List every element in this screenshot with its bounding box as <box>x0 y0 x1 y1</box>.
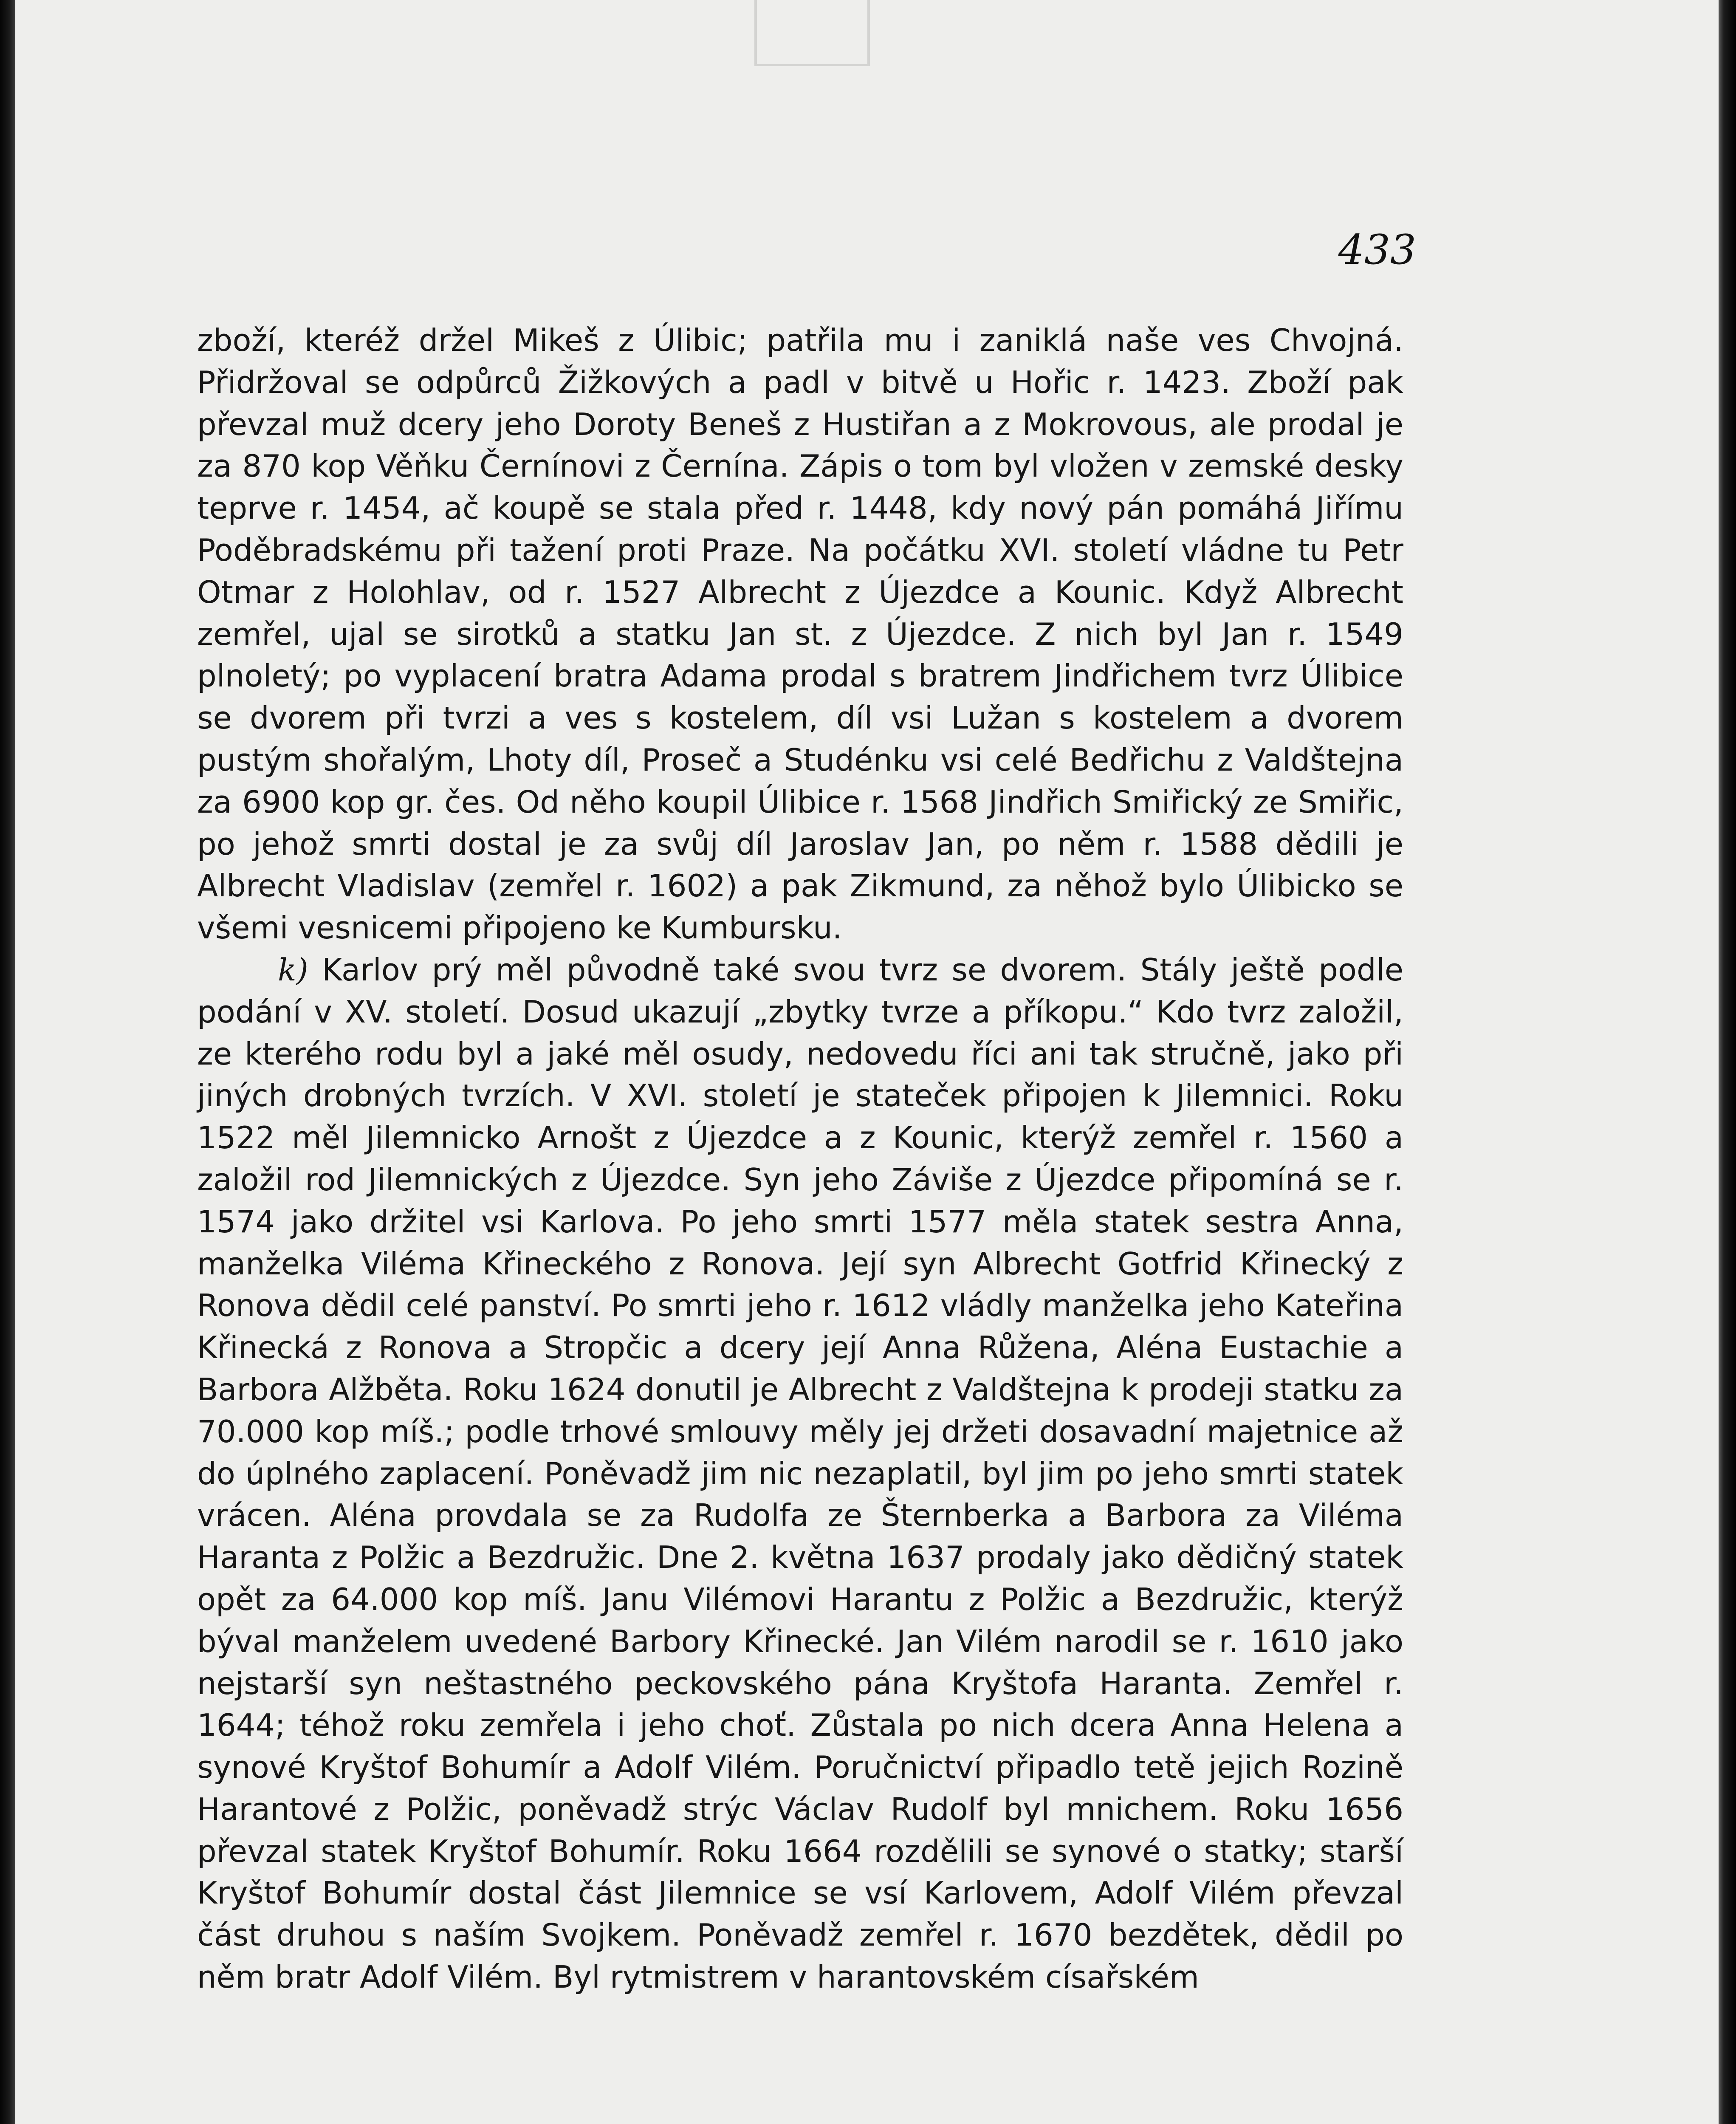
book-page <box>15 0 1719 2124</box>
scan-edge-right <box>1719 0 1736 2124</box>
paragraph-2-text: Karlov prý měl původně také svou tvrz se dvorem. Stály ještě podle podání v XV. století. Dosud ukazují „zbytky tvrze a příkopu.“ Kdo tvrz založil, ze kterého rodu byl a jaké měl osudy, nedovedu říci ani tak stručně, jako při jiných drobných tvrzích. V XVI. století je stateček připojen k Jilemnici. Roku 1522 měl Jilemnicko Arnošt z Újezdce a z Kounic, kterýž zemřel r. 1560 a založil rod Jilemnických z Újezdce. Syn jeho Záviše z Újezdce připomíná se r. 1574 jako držitel vsi Karlova. Po jeho smrti 1577 měla statek sestra Anna, manželka Viléma Křineckého z Ronova. Její syn Albrecht Gotfrid Křinecký z Ronova dědil celé panství. Po smrti jeho r. 1612 vládly manželka jeho Kateřina Křinecká z Ronova a Stropčic a dcery její Anna Růžena, Aléna Eustachie a Barbora Alžběta. Roku 1624 donutil je Albrecht z Valdštejna k prodeji statku za 70.000 kop míš.; podle trhové smlouvy měly jej držeti dosavadní majetnice až do úplného zaplacení. Poněvadž jim nic nezaplatil, byl jim po jeho smrti statek vrácen. Aléna provdala se za Rudolfa ze Šternberka a Barbora za Viléma Haranta z Polžic a Bezdružic. Dne 2. května 1637 prodaly jako dědičný statek opět za 64.000 kop míš. Janu Vilémovi Harantu z Polžic a Bezdružic, kterýž býval manželem uvedené Barbory Křinecké. Jan Vilém narodil se r. 1610 jako nejstarší syn neštastného peckovského pána Kryštofa Haranta. Zemřel r. 1644; téhož roku zemřela i jeho choť. Zůstala po nich dcera Anna Helena a synové Kryštof Bohumír a Adolf Vilém. Poručnictví připadlo tetě jejich Rozině Harantové z Polžic, poněvadž strýc Václav Rudolf byl mnichem. Roku 1656 převzal statek Kryštof Bohumír. Roku 1664 rozdělili se synové o statky; starší Kryštof Bohumír dostal část Jilemnice se vsí Karlovem, Adolf Vilém převzal část druhou s naším Svojkem. Poněvadž zemřel r. 1670 bezdětek, dědil po něm bratr Adolf Vilém. Byl rytmistrem v harantovském císařském <box>197 952 1403 1995</box>
body-text <box>197 319 1403 1998</box>
binding-mark <box>754 0 870 66</box>
scan-edge-left <box>0 0 15 2124</box>
paragraph-2 <box>197 949 1403 1998</box>
paragraph-1 <box>197 319 1403 949</box>
section-label-k: k) <box>278 952 308 988</box>
page-number: 433 <box>1338 226 1416 274</box>
paragraph-1-text: zboží, kteréž držel Mikeš z Úlibic; patřila mu i zaniklá naše ves Chvojná. Přidržoval se odpůrců Žižkových a padl v bitvě u Hořic r. 1423. Zboží pak převzal muž dcery jeho Doroty Beneš z Hustiřan a z Mokrovous, ale prodal je za 870 kop Věňku Černínovi z Černína. Zápis o tom byl vložen v zemské desky teprve r. 1454, ač koupě se stala před r. 1448, kdy nový pán pomáhá Jiřímu Poděbradskému při tažení proti Praze. Na počátku XVI. století vládne tu Petr Otmar z Holohlav, od r. 1527 Albrecht z Újezdce a Kounic. Když Albrecht zemřel, ujal se sirotků a statku Jan st. z Újezdce. Z nich byl Jan r. 1549 plnoletý; po vyplacení bratra Adama prodal s bratrem Jindřichem tvrz Úlibice se dvorem při tvrzi a ves s kostelem, díl vsi Lužan s kostelem a dvorem pustým shořalým, Lhoty díl, Proseč a Studénku vsi celé Bedřichu z Valdštejna za 6900 kop gr. čes. Od něho koupil Úlibice r. 1568 Jindřich Smiřický ze Smiřic, po jehož smrti dostal je za svůj díl Jaroslav Jan, po něm r. 1588 dědili je Albrecht Vladislav (zemřel r. 1602) a pak Zikmund, za něhož bylo Úlibicko se všemi vesnicemi připojeno ke Kumbursku. <box>197 322 1403 946</box>
